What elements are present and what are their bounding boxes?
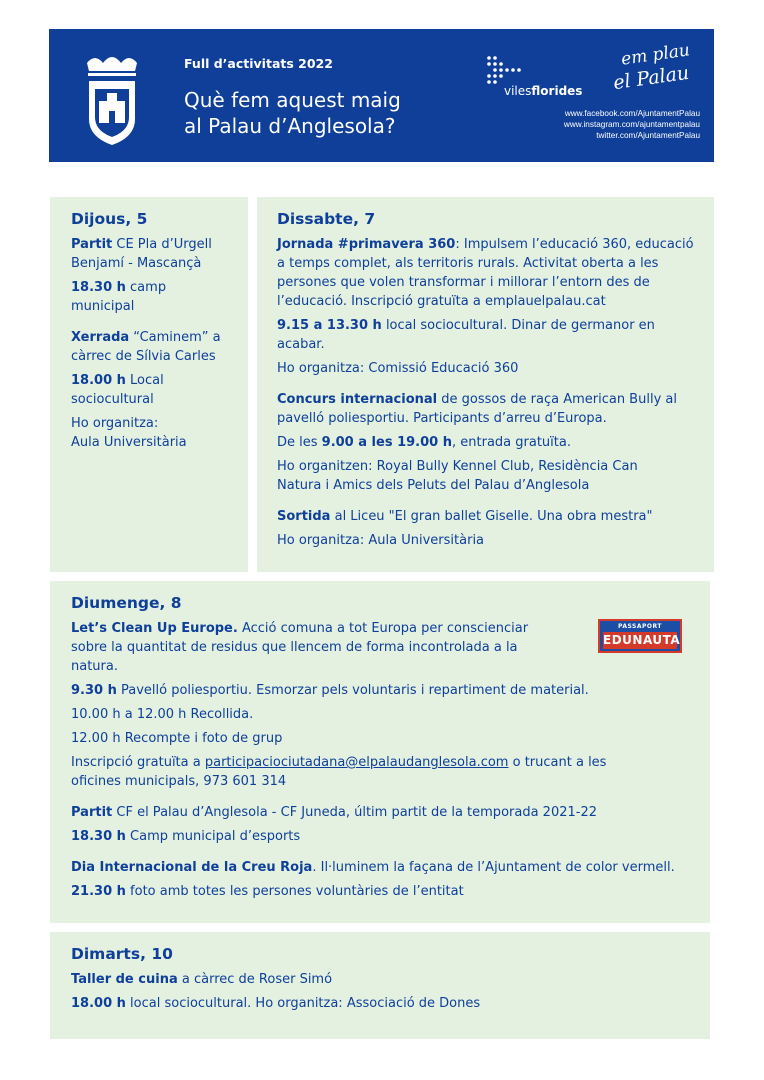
event-line: sobre la quantitat de residus que llencem de forma incontrolada a la xyxy=(71,640,518,655)
email-link[interactable]: participaciociutadana@elpalaudanglesola.com xyxy=(204,755,509,770)
day-title: Diumenge, 8 xyxy=(71,594,182,612)
event-line: Aula Universitària xyxy=(71,435,187,450)
day-title: Dijous, 5 xyxy=(71,210,148,228)
card-diumenge-8 xyxy=(50,581,710,923)
day-title: Dissabte, 7 xyxy=(277,210,376,228)
event-line: Partit CF el Palau d’Anglesola - CF Juneda, últim partit de la temporada 2021-22 xyxy=(71,805,597,820)
card-dissabte-7 xyxy=(257,197,714,572)
social-links xyxy=(564,108,700,141)
event-line: 18.30 h camp xyxy=(71,280,167,295)
badge-top-text: PASSAPORT xyxy=(618,623,662,630)
event-line: 9.15 a 13.30 h local sociocultural. Dinar de germanor en xyxy=(277,318,655,333)
event-line: Partit CE Pla d’Urgell xyxy=(71,237,212,252)
event-line: De les 9.00 a les 19.00 h, entrada gratuïta. xyxy=(277,435,571,450)
brand-light: viles xyxy=(504,84,532,98)
event-line: oficines municipals, 973 601 314 xyxy=(71,774,287,789)
event-line: Taller de cuina a càrrec de Roser Simó xyxy=(71,972,333,987)
page-title xyxy=(184,87,401,139)
badge-main-text: EDUNAUTA xyxy=(603,633,681,647)
event-line: l’educació. Inscripció gratuïta a emplauelpalau.cat xyxy=(277,294,606,309)
event-line: persones que volen transformar i millorar l’entorn des de xyxy=(277,275,650,290)
event-line: 18.30 h Camp municipal d’esports xyxy=(71,829,301,844)
event-line: Jornada #primavera 360: Impulsem l’educació 360, educació xyxy=(277,237,694,252)
event-line: Xerrada “Caminem” a xyxy=(71,330,221,345)
em-plau-el-palau-logo xyxy=(609,40,719,115)
event-line: càrrec de Sílvia Carles xyxy=(71,349,216,364)
event-line: pavelló poliesportiu. Participants d’arreu d’Europa. xyxy=(277,411,607,426)
event-line: 21.30 h foto amb totes les persones voluntàries de l’entitat xyxy=(71,884,464,899)
twitter-link[interactable]: twitter.com/AjuntamentPalau xyxy=(596,131,700,140)
event-line: Ho organitza: Aula Universitària xyxy=(277,533,485,548)
script-line-1: em plau xyxy=(619,40,692,70)
event-line: Natura i Amics dels Peluts del Palau d’Anglesola xyxy=(277,478,590,493)
card-dimarts-10 xyxy=(50,932,710,1039)
event-line: acabar. xyxy=(277,337,325,352)
event-line: 18.00 h Local xyxy=(71,373,164,388)
event-line: Ho organitza: xyxy=(71,416,159,431)
event-line: 9.30 h Pavelló poliesportiu. Esmorzar pels voluntaris i repartiment de material. xyxy=(71,683,589,698)
header-banner xyxy=(49,29,714,162)
event-line: Benjamí - Mascançà xyxy=(71,256,202,271)
event-line: municipal xyxy=(71,299,135,314)
event-line: Let’s Clean Up Europe. Acció comuna a tot Europa per conscienciar xyxy=(71,621,529,636)
event-line: natura. xyxy=(71,659,118,674)
title-line-1: Què fem aquest maig xyxy=(184,88,401,112)
event-line: 18.00 h local sociocultural. Ho organitza: Associació de Dones xyxy=(71,996,481,1011)
script-line-2: el Palau xyxy=(611,61,691,95)
event-line: 10.00 h a 12.00 h Recollida. xyxy=(71,707,254,722)
event-line: 12.00 h Recompte i foto de grup xyxy=(71,731,283,746)
title-line-2: al Palau d’Anglesola? xyxy=(184,114,396,138)
header-kicker: Full d’activitats 2022 xyxy=(184,56,333,71)
event-line: a temps complet, als territoris rurals. Activitat oberta a les xyxy=(277,256,659,271)
event-line: Sortida al Liceu "El gran ballet Giselle. Una obra mestra" xyxy=(277,509,653,524)
facebook-link[interactable]: www.facebook.com/AjuntamentPalau xyxy=(564,109,700,118)
day-title: Dimarts, 10 xyxy=(71,945,173,963)
municipal-crest-logo xyxy=(81,49,143,149)
card-dijous-5 xyxy=(50,197,248,572)
event-line: Ho organitzen: Royal Bully Kennel Club, Residència Can xyxy=(277,459,638,474)
brand-bold: florides xyxy=(531,84,583,98)
event-line: Concurs internacional de gossos de raça American Bully al xyxy=(277,392,677,407)
event-line: Dia Internacional de la Creu Roja. Il·luminem la façana de l’Ajuntament de color vermell. xyxy=(71,860,675,875)
event-line: Inscripció gratuïta a participaciociutadana@elpalaudanglesola.com o trucant a les xyxy=(71,755,607,770)
event-line: sociocultural xyxy=(71,392,154,407)
vilesflorides-brand xyxy=(504,84,582,98)
instagram-link[interactable]: www.instagram.com/ajuntamentpalau xyxy=(563,120,700,129)
event-line: Ho organitza: Comissió Educació 360 xyxy=(277,361,519,376)
